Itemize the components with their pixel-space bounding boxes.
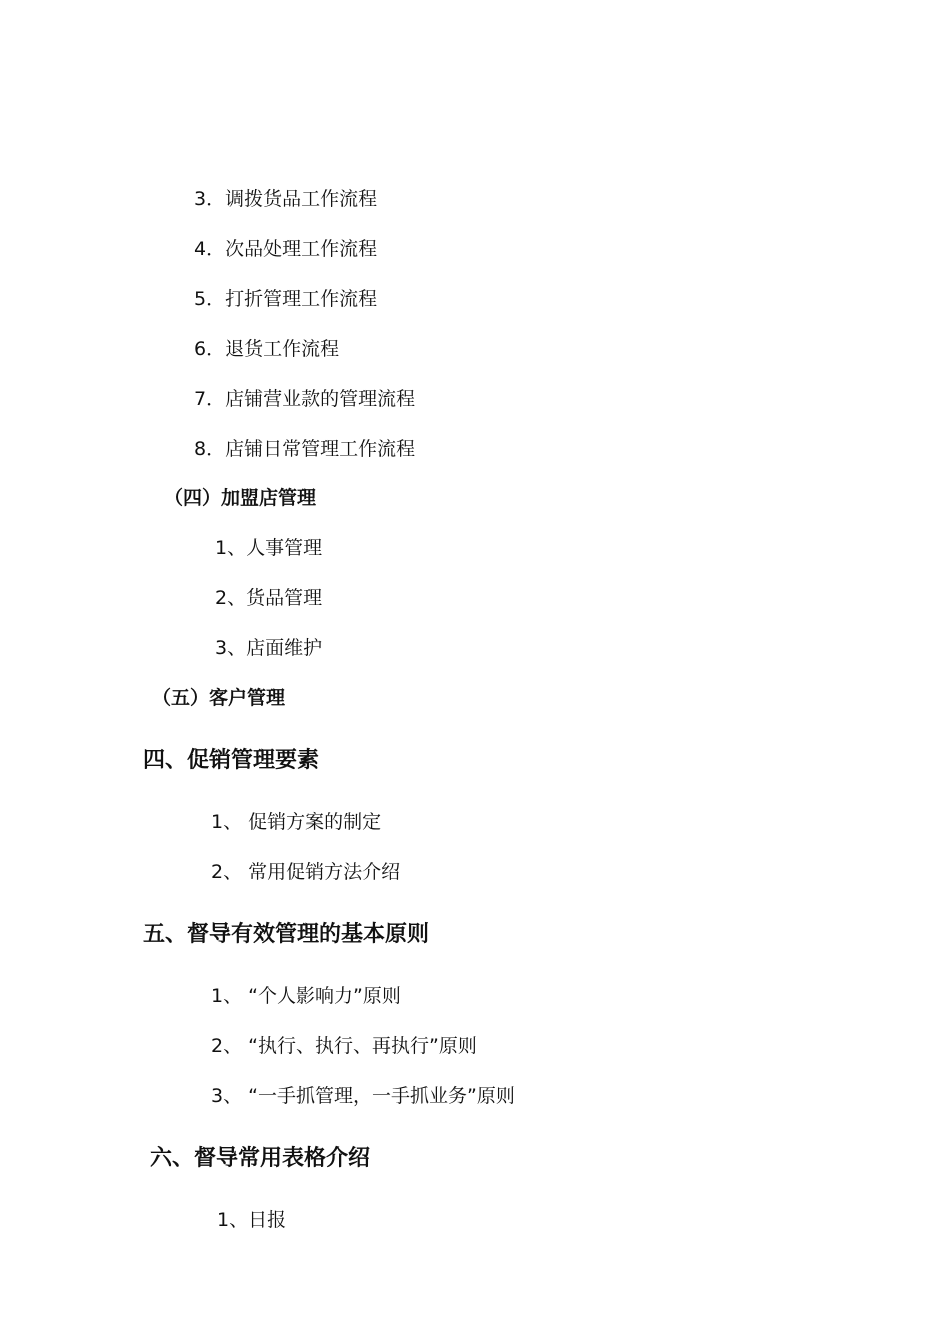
subsection-title-customer: （五）客户管理 <box>152 687 286 709</box>
process-item-7: 7．店铺营业款的管理流程 <box>194 388 416 410</box>
section-title-forms: 六、督导常用表格介绍 <box>150 1146 371 1171</box>
subsection-title-franchise: （四）加盟店管理 <box>164 487 317 509</box>
promotion-item-2: 2、 常用促销方法介绍 <box>211 861 401 883</box>
section-title-principles: 五、督导有效管理的基本原则 <box>143 922 430 947</box>
process-item-8: 8．店铺日常管理工作流程 <box>194 438 416 460</box>
process-item-5: 5．打折管理工作流程 <box>194 288 378 310</box>
forms-item-1: 1、日报 <box>217 1209 287 1231</box>
process-item-4: 4．次品处理工作流程 <box>194 238 378 260</box>
franchise-item-1: 1、人事管理 <box>215 537 323 559</box>
principle-item-1: 1、 “个人影响力”原则 <box>211 985 401 1007</box>
principle-item-3: 3、 “一手抓管理，一手抓业务”原则 <box>211 1085 515 1107</box>
promotion-item-1: 1、 促销方案的制定 <box>211 811 382 833</box>
process-item-3: 3．调拨货品工作流程 <box>194 188 378 210</box>
section-title-promotion: 四、促销管理要素 <box>143 748 320 773</box>
process-item-6: 6．退货工作流程 <box>194 338 340 360</box>
franchise-item-3: 3、店面维护 <box>215 637 323 659</box>
franchise-item-2: 2、货品管理 <box>215 587 323 609</box>
principle-item-2: 2、 “执行、执行、再执行”原则 <box>211 1035 477 1057</box>
